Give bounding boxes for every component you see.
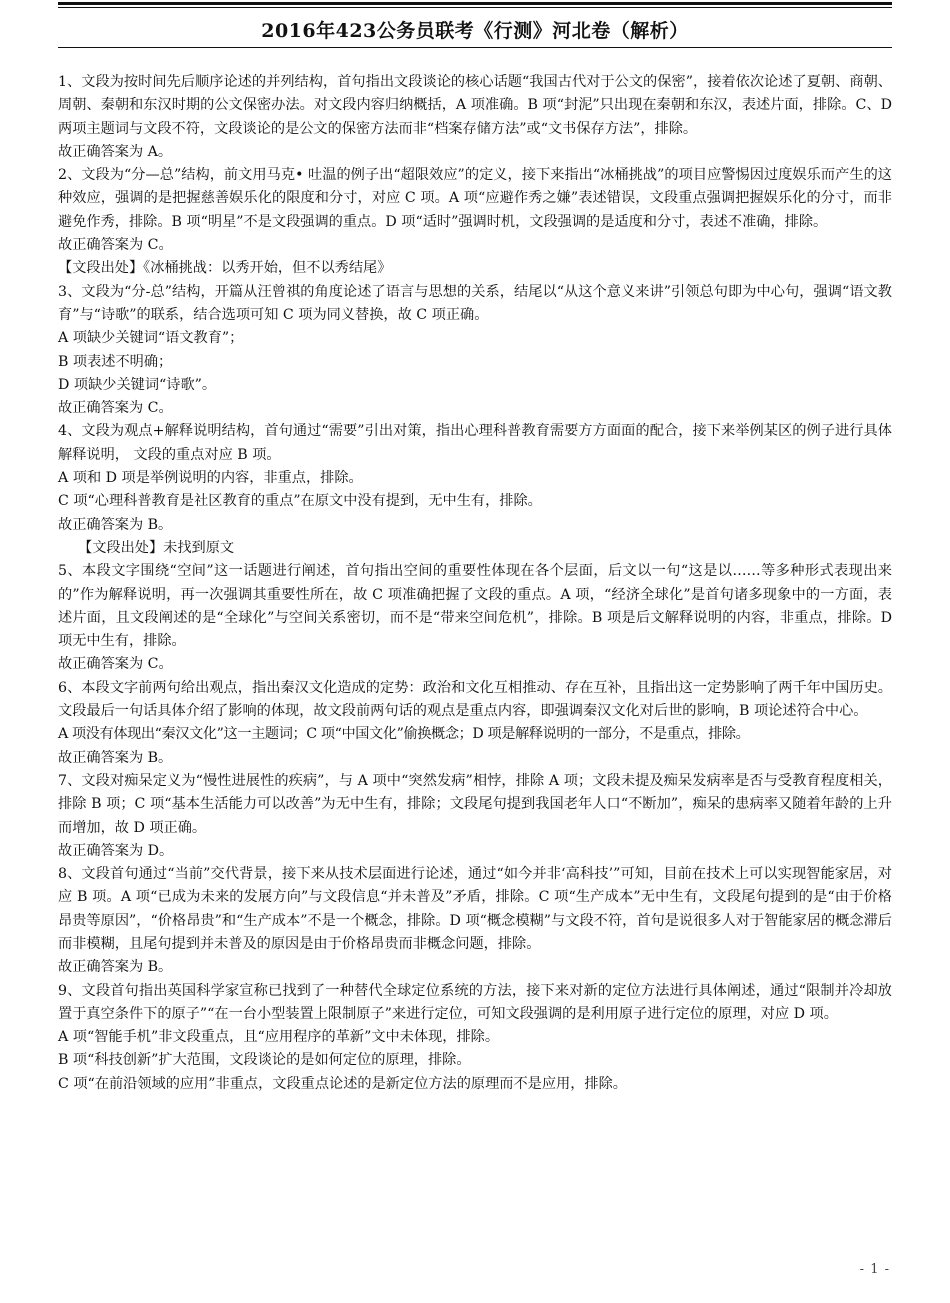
answer-q7: 故正确答案为 D。 — [58, 842, 174, 859]
option-note: C 项“心理科普教育是社区教育的重点”在原文中没有提到，无中生有，排除。 — [58, 493, 542, 510]
option-note: D 项缺少关键词“诗歌”。 — [58, 376, 217, 393]
option-note: A 项“智能手机”非文段重点，且“应用程序的革新”文中未体现，排除。 — [58, 1029, 500, 1046]
title-rule — [58, 47, 892, 48]
answer-q8: 故正确答案为 B。 — [58, 959, 173, 976]
paragraph-q6: 6、本段文字前两句给出观点，指出秦汉文化造成的定势：政治和文化互相推动、存在互补，且指出这一定势影响了两千年中国历史。文段最后一句话具体介绍了影响的体现，故文段前两句话的观点是重点内容，即强调秦汉文化对后世的影响，B 项论述符合中心。 — [58, 679, 892, 720]
source-q2: 【文段出处】《冰桶挑战：以秀开始，但不以秀结尾》 — [58, 260, 392, 277]
source-q4: 【文段出处】未找到原文 — [78, 539, 235, 556]
paragraph-q7: 7、文段对痴呆定义为“慢性进展性的疾病”，与 A 项中“突然发病”相悖，排除 A 项；文段未提及痴呆发病率是否与受教育程度相关，排除 B 项；C 项“基本生活能力可以改善”为无中生有，排除；文段尾句提到我国老年人口“不断加”，痴呆的患病率又随着年龄的上升而增加，故 D 项正确。 — [58, 772, 892, 836]
paragraph-q4: 4、文段为观点+解释说明结构，首句通过“需要”引出对策，指出心理科普教育需要方方面面的配合，接下来举例某区的例子进行具体解释说明， 文段的重点对应 B 项。 — [58, 423, 892, 463]
paragraph-q2: 2、文段为“分—总”结构，前文用马克• 吐温的例子出“超限效应”的定义，接下来指出“冰桶挑战”的项目应警惕因过度娱乐而产生的这种效应，强调的是把握慈善娱乐化的限度和分寸，对应 C 项。A 项“应避作秀之嫌”表述错误，文段重点强调把握娱乐化的分寸，而非避免作秀，排除。B 项“明星”不是文段强调的重点。D 项“适时”强调时机，文段强调的是适度和分寸，表述不准确，排除。 — [58, 167, 892, 230]
answer-q3: 故正确答案为 C。 — [58, 400, 173, 417]
answer-q2: 故正确答案为 C。 — [58, 237, 173, 254]
paragraph-q5: 5、本段文字围绕“空间”这一话题进行阐述，首句指出空间的重要性体现在各个层面，后文以一句“这是以……等多种形式表现出来的”作为解释说明，再一次强调其重要性所在，故 C 项准确把握了文段的重点。A 项，“经济全球化”是首句诸多现象中的一方面，表述片面，且文段阐述的是“全球化”与空间关系密切，而不是“带来空间危机”，排除。B 项是后文解释说明的内容，非重点，排除。D 项无中生有，排除。 — [58, 563, 892, 650]
option-note: A 项和 D 项是举例说明的内容，非重点，排除。 — [58, 470, 363, 487]
answer-q1: 故正确答案为 A。 — [58, 143, 173, 160]
answer-q5: 故正确答案为 C。 — [58, 656, 173, 673]
option-note: C 项“在前沿领域的应用”非重点，文段重点论述的是新定位方法的原理而不是应用，排除。 — [58, 1075, 627, 1092]
header-rule — [58, 2, 892, 5]
option-note: A 项缺少关键词“语文教育”； — [58, 330, 244, 347]
option-note: B 项“科技创新”扩大范围，文段谈论的是如何定位的原理，排除。 — [58, 1052, 471, 1069]
document-body — [58, 71, 892, 1096]
paragraph-q3: 3、文段为“分-总”结构，开篇从汪曾祺的角度论述了语言与思想的关系，结尾以“从这个意义来讲”引领总句即为中心句，强调“语文教育”与“诗歌”的联系，结合选项可知 C 项为同义替换，故 C 项正确。 — [58, 283, 892, 323]
paragraph-q1: 1、文段为按时间先后顺序论述的并列结构，首句指出文段谈论的核心话题“我国古代对于公文的保密”，接着依次论述了夏朝、商朝、周朝、秦朝和东汉时期的公文保密办法。对文段内容归纳概括，A 项准确。B 项“封泥”只出现在秦朝和东汉，表述片面，排除。C、D 两项主题词与文段不符，文段谈论的是公文的保密方法而非“档案存储方法”或“文书保存方法”，排除。 — [58, 74, 892, 137]
option-note: B 项表述不明确； — [58, 353, 173, 370]
page-title: 2016年423公务员联考《行测》河北卷（解析） — [261, 20, 689, 42]
answer-q4: 故正确答案为 B。 — [58, 516, 173, 533]
paragraph-q8: 8、文段首句通过“当前”交代背景，接下来从技术层面进行论述，通过“如今并非‘高科技’”可知，目前在技术上可以实现智能家居，对应 B 项。A 项“已成为未来的发展方向”与文段信息“并未普及”矛盾，排除。C 项“生产成本”无中生有，文段尾句提到的是“由于价格昂贵等原因”，“价格昂贵”和“生产成本”不是一个概念，排除。D 项“概念模糊”与文段不符，首句是说很多人对于智能家居的概念滞后而非模糊，且尾句提到并未普及的原因是由于价格昂贵而非概念问题，排除。 — [58, 866, 892, 952]
page-number: - 1 - — [859, 1262, 890, 1277]
option-note: A 项没有体现出“秦汉文化”这一主题词；C 项“中国文化”偷换概念；D 项是解释说明的一部分，不是重点，排除。 — [58, 726, 750, 743]
paragraph-q9: 9、文段首句指出英国科学家宣称已找到了一种替代全球定位系统的方法，接下来对新的定位方法进行具体阐述，通过“限制并冷却放置于真空条件下的原子”“在一台小型装置上限制原子”来进行定位，可知文段强调的是利用原子进行定位的原理，对应 D 项。 — [58, 982, 892, 1022]
answer-q6: 故正确答案为 B。 — [58, 749, 173, 766]
header-rule-thin — [58, 7, 892, 8]
